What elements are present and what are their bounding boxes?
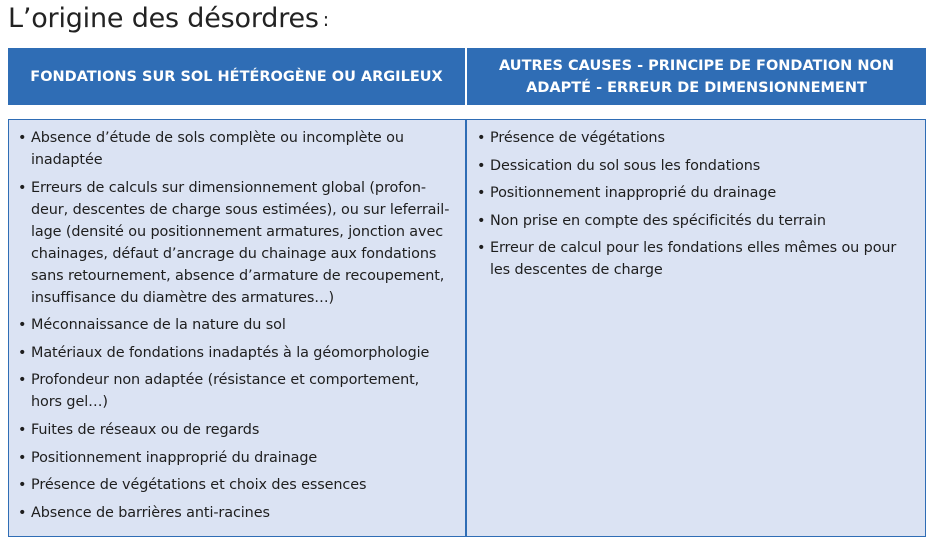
- list-item: [17, 369, 453, 413]
- bullet-icon: •: [18, 477, 27, 494]
- page-title-colon: :: [322, 9, 329, 31]
- bullet-icon: •: [477, 130, 486, 146]
- table-header-row: [8, 48, 926, 105]
- list-item-text: Absence de barrières anti-racines: [31, 504, 270, 521]
- bullet-icon: •: [18, 130, 27, 146]
- list-item-text: Fuites de réseaux ou de regards: [31, 421, 260, 438]
- list-item-text: Méconnaissance de la nature du sol: [31, 317, 286, 334]
- list-item: [17, 474, 453, 496]
- soil-causes-cell: [8, 119, 466, 537]
- list-item-text: Absence d’étude de sols complète ou incomplète ou inadaptée: [31, 130, 404, 168]
- list-item-text: Positionnement inapproprié du drainage: [31, 449, 318, 466]
- list-item-text: Erreur de calcul pour les fondations elles mêmes ou pour les descentes de charge: [490, 240, 897, 279]
- list-item: [476, 182, 920, 204]
- bullet-icon: •: [18, 421, 27, 438]
- header-soil-causes-label: FONDATIONS SUR SOL HÉTÉROGÈNE OU ARGILEUX: [30, 68, 443, 85]
- bullet-icon: •: [477, 240, 486, 257]
- causes-table: [8, 48, 926, 537]
- soil-causes-list: [17, 127, 453, 529]
- header-other-causes: [467, 48, 926, 105]
- list-item: [476, 127, 920, 149]
- list-item: [17, 447, 453, 469]
- table-body-row: [8, 119, 926, 537]
- list-item: [17, 127, 453, 171]
- bullet-icon: •: [477, 157, 486, 174]
- header-spacer: [8, 105, 926, 119]
- list-item-text: Erreurs de calculs sur dimensionnement global (profon-deur, descentes de charge sous estimées), ou sur leferrail-lage (densité ou positionnement armatures, jonction avec chainages, défaut d’ancrage du chainage aux fondations sans retournement, absence d’armature de recoupement, insuffisance du diamètre des armatures…): [31, 179, 450, 306]
- list-item: [476, 210, 920, 232]
- page-title-text: L’origine des désordres: [8, 3, 319, 34]
- list-item: [17, 419, 453, 441]
- list-item: [476, 155, 920, 177]
- bullet-icon: •: [477, 212, 486, 229]
- list-item: [17, 502, 453, 524]
- list-item: [17, 177, 453, 309]
- list-item-text: Présence de végétations: [490, 130, 665, 146]
- other-causes-cell: [466, 119, 926, 537]
- other-causes-list: [476, 127, 920, 287]
- list-item: [476, 237, 920, 281]
- bullet-icon: •: [18, 179, 27, 196]
- list-item-text: Matériaux de fondations inadaptés à la géomorphologie: [31, 344, 430, 361]
- list-item-text: Non prise en compte des spécificités du terrain: [490, 212, 826, 229]
- list-item-text: Présence de végétations et choix des essences: [31, 477, 367, 494]
- list-item: [17, 314, 453, 336]
- bullet-icon: •: [18, 317, 27, 334]
- list-item: [17, 342, 453, 364]
- bullet-icon: •: [18, 449, 27, 466]
- list-item-text: Positionnement inapproprié du drainage: [490, 185, 777, 202]
- list-item-text: Dessication du sol sous les fondations: [490, 157, 761, 174]
- bullet-icon: •: [18, 372, 27, 389]
- list-item-text: Profondeur non adaptée (résistance et comportement, hors gel…): [31, 372, 420, 411]
- bullet-icon: •: [477, 185, 486, 202]
- bullet-icon: •: [18, 504, 27, 521]
- bullet-icon: •: [18, 344, 27, 361]
- page-title: [8, 2, 329, 37]
- header-other-causes-label: AUTRES CAUSES - PRINCIPE DE FONDATION NON ADAPTÉ - ERREUR DE DIMENSIONNEMENT: [499, 57, 894, 96]
- header-soil-causes: [8, 48, 465, 105]
